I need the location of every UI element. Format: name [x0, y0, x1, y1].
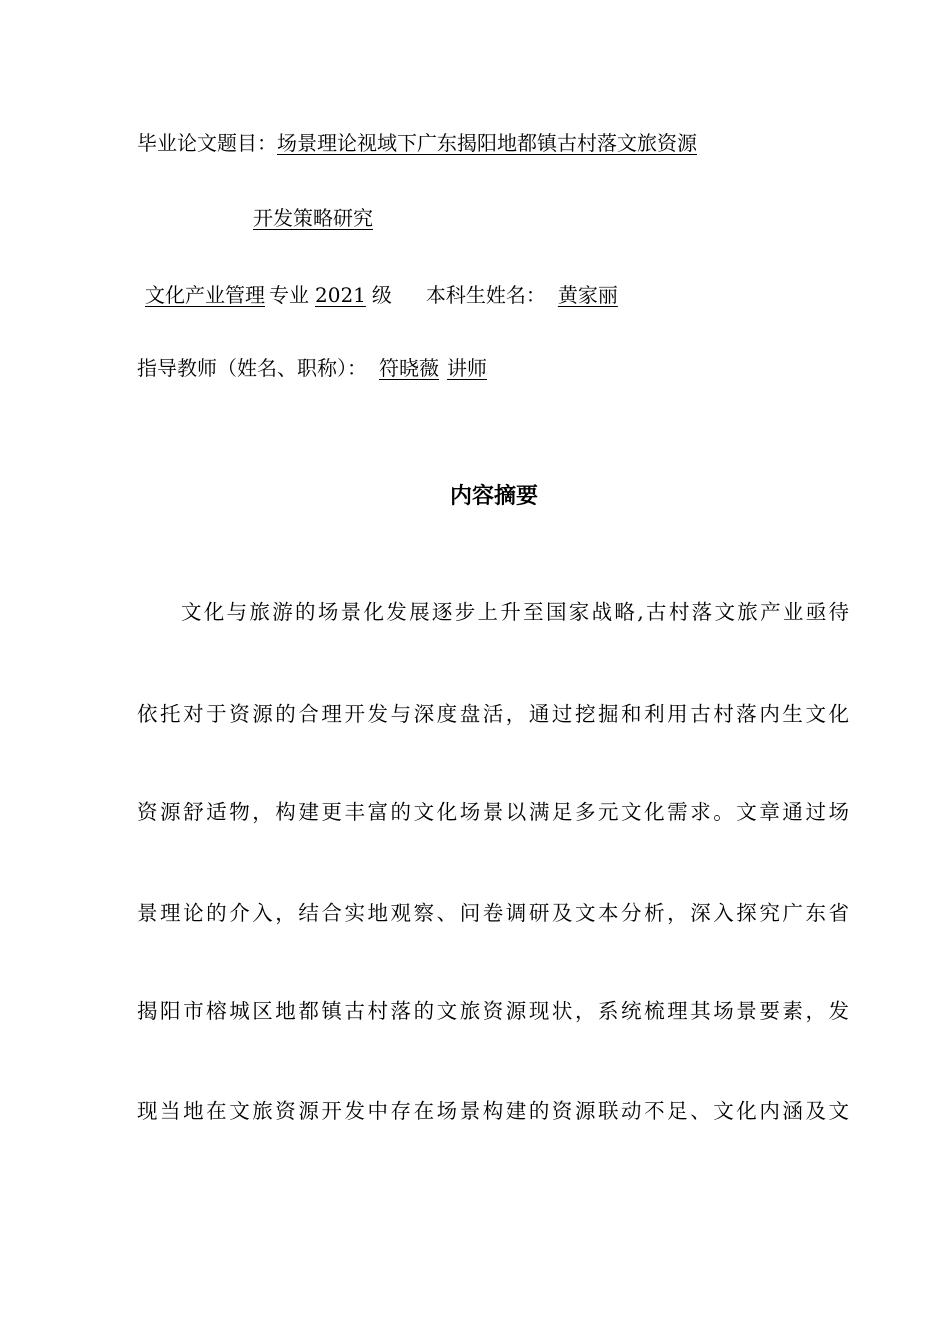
major-field — [137, 283, 269, 307]
thesis-title-line2-wrap — [253, 206, 721, 230]
thesis-title-label: 毕业论文题目： — [137, 131, 277, 155]
year-suffix: 级 — [371, 283, 392, 307]
abstract-line-2: 依托对于资源的合理开发与深度盘活，通过挖掘和利用古村落内生文化 — [137, 702, 849, 726]
advisor-name: 符晓薇 — [379, 356, 439, 380]
year-value: 2021 — [315, 283, 366, 307]
abstract-line-4: 景理论的介入，结合实地观察、问卷调研及文本分析，深入探究广东省 — [137, 901, 849, 925]
thesis-title-line1: 场景理论视域下广东揭阳地都镇古村落文旅资源 — [277, 131, 697, 155]
abstract-line-5: 揭阳市榕城区地都镇古村落的文旅资源现状，系统梳理其场景要素，发 — [137, 999, 849, 1023]
abstract-line-3: 资源舒适物，构建更丰富的文化场景以满足多元文化需求。文章通过场 — [137, 800, 849, 824]
advisor-label: 指导教师（姓名、职称）： — [137, 356, 367, 380]
thesis-title-row-2 — [253, 204, 721, 232]
student-name: 黄家丽 — [557, 283, 618, 307]
major-value: 文化产业管理 — [145, 283, 265, 307]
student-label: 本科生姓名： — [425, 283, 546, 307]
major-suffix: 专业 — [269, 283, 309, 307]
abstract-heading: 内容摘要 — [449, 484, 538, 509]
student-info-row — [137, 281, 624, 309]
abstract-line-1: 文化与旅游的场景化发展逐步上升至国家战略,古村落文旅产业亟待 — [181, 600, 849, 624]
advisor-field — [367, 356, 495, 380]
abstract-line-6: 现当地在文旅资源开发中存在场景构建的资源联动不足、文化内涵及文 — [137, 1099, 849, 1123]
year-field — [309, 283, 372, 307]
thesis-title-line2: 开发策略研究 — [253, 206, 373, 230]
advisor-row — [137, 354, 495, 382]
thesis-title-row — [137, 129, 697, 157]
advisor-title: 讲师 — [447, 356, 487, 380]
student-field — [546, 283, 624, 307]
